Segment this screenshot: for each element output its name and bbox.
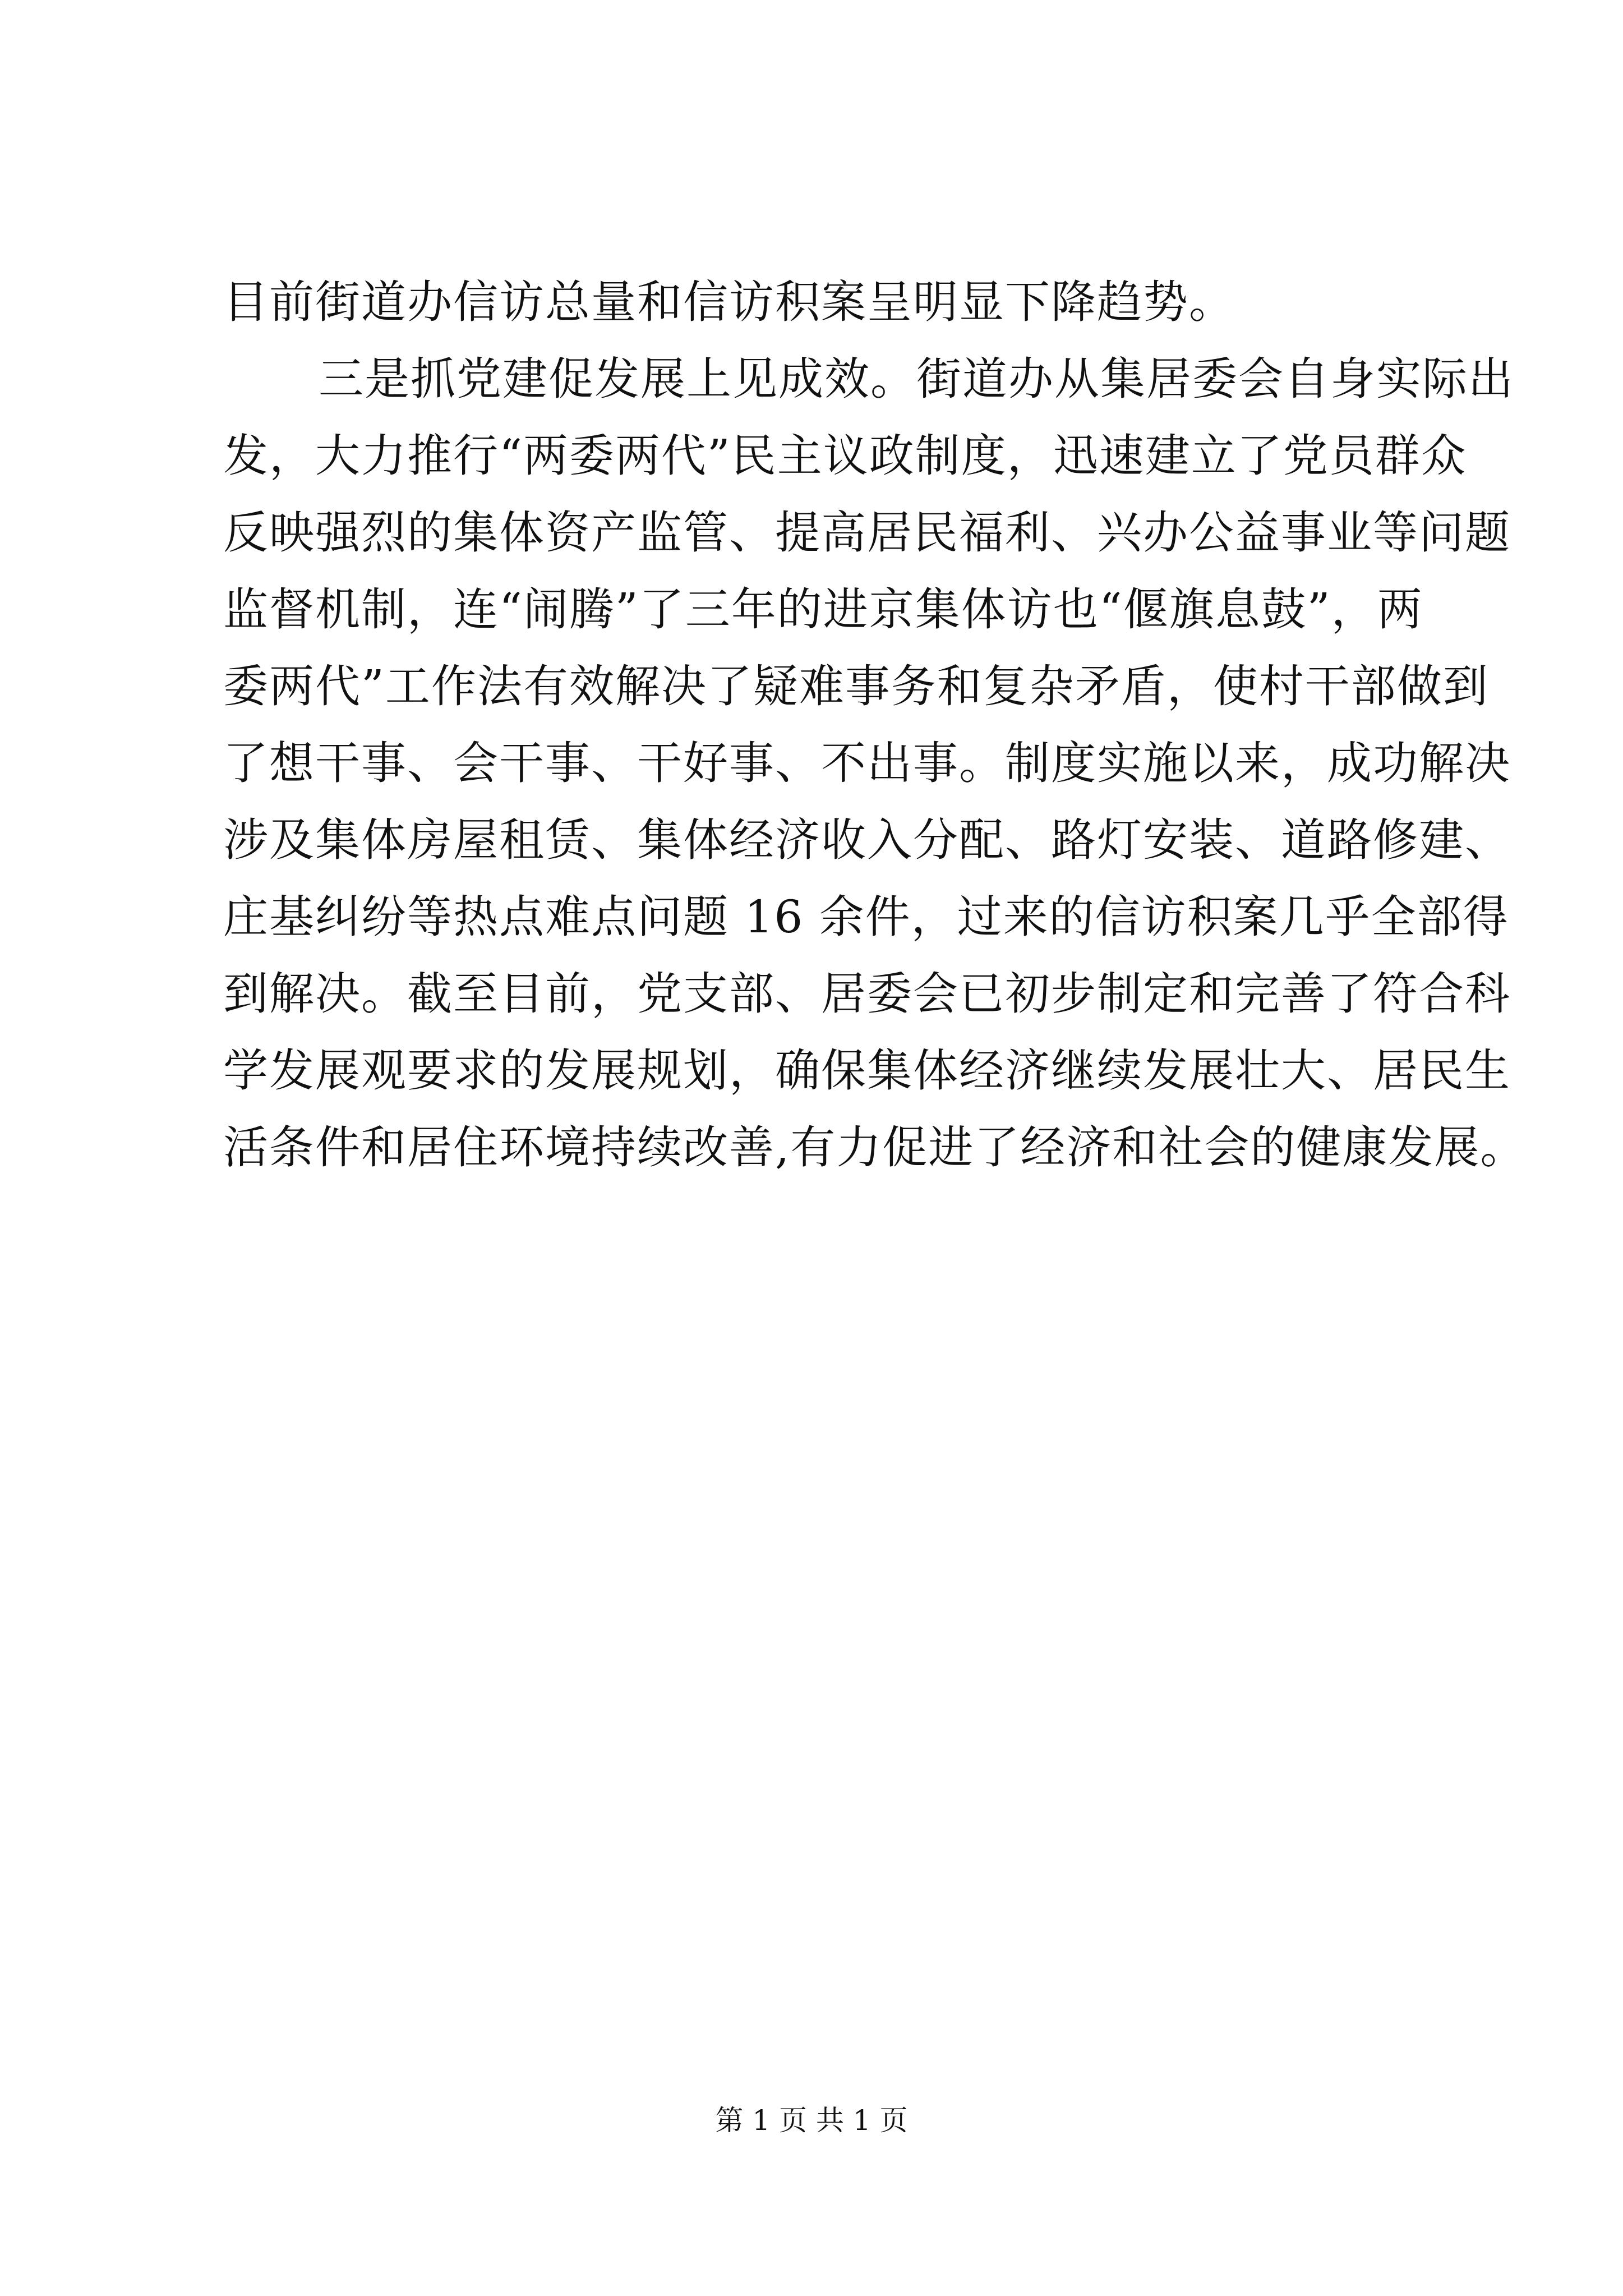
text-line: 监督机制，连“闹腾”了三年的进京集体访也“偃旗息鼓”，两 xyxy=(223,583,1423,636)
text-line: 活条件和居住环境持续改善,有力促进了经济和社会的健康发展。 xyxy=(223,1121,1527,1174)
text-line: 庄基纠纷等热点难点问题 16 余件，过来的信访积案几乎全部得 xyxy=(223,891,1509,943)
text-line: 学发展观要求的发展规划，确保集体经济继续发展壮大、居民生 xyxy=(223,1045,1511,1097)
text-line: 了想干事、会干事、干好事、不出事。制度实施以来，成功解决 xyxy=(223,737,1511,789)
text-line: 发，大力推行“两委两代”民主议政制度，迅速建立了党员群众 xyxy=(223,430,1467,482)
body-text xyxy=(223,264,1527,1186)
page-number-footer: 第 1 页 共 1 页 xyxy=(715,2104,908,2137)
paragraph-first-line: 三是抓党建促发展上见成效。街道办从集居委会自身实际出 xyxy=(319,353,1514,405)
text-line: 目前街道办信访总量和信访积案呈明显下降趋势。 xyxy=(223,276,1235,328)
text-line: 委两代”工作法有效解决了疑难事务和复杂矛盾，使村干部做到 xyxy=(223,660,1489,712)
text-line: 涉及集体房屋租赁、集体经济收入分配、路灯安装、道路修建、 xyxy=(223,814,1511,866)
text-line: 到解决。截至目前，党支部、居委会已初步制定和完善了符合科 xyxy=(223,968,1511,1020)
text-line: 反映强烈的集体资产监管、提高居民福利、兴办公益事业等问题 xyxy=(223,507,1511,559)
